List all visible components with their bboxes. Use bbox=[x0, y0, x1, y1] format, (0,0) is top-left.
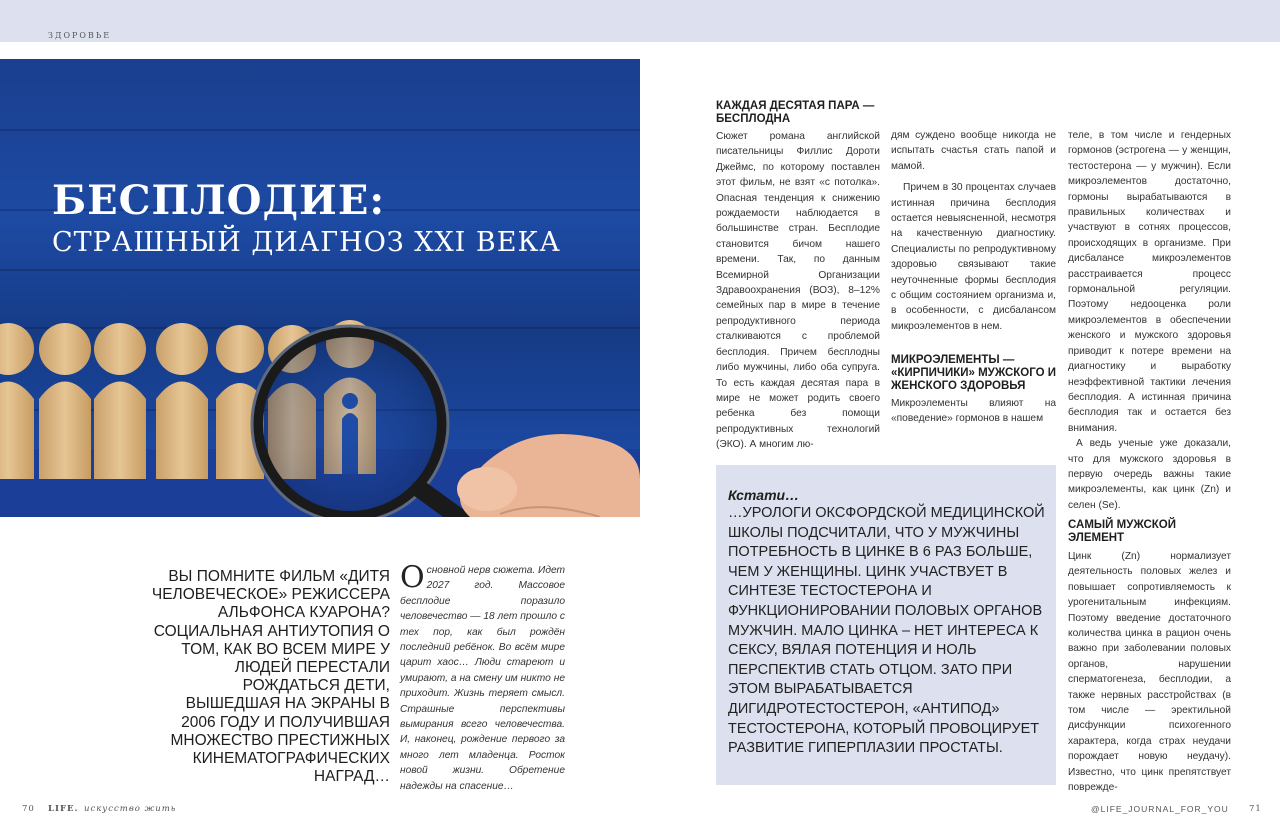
page-number-left: 70 bbox=[22, 804, 35, 814]
top-band bbox=[0, 0, 1280, 42]
section-2-cont-b: А ведь ученые уже доказали, что для мужского здоровья в первую очередь важны такие микроэлементы, как цинк (Zn) и селен (Se). bbox=[1068, 438, 1231, 511]
magazine-logo: LIFE. bbox=[48, 804, 79, 814]
section-1-cont-b: Причем в 30 процентах случаев истинная причина бесплодия остается невыясненной, несмотря на качественную диагностику. Специалисты по репродуктивному здоровью связывают такие неуточненные формы бесплодия с общим состоянием организма и, в особенности, с дисбалансом микроэлементов в нем. bbox=[891, 182, 1056, 332]
article-column-4 bbox=[1068, 128, 1231, 513]
hand-illustration bbox=[457, 434, 640, 517]
hero-illustration bbox=[0, 59, 640, 517]
page-number-right: 71 bbox=[1249, 804, 1262, 814]
section-1-text: Сюжет романа английской писательницы Филлис Дороти Джеймс, по которому поставлен этот фильм, не взят «с потолка». Опасная тенденция к снижению рождаемости наблюдается в большинстве стран. Бесплодие становится бичом нашего времени. Так, по данным Всемирной Организации Здравоохранения (ВОЗ), 8–12% семейных пар в мире в течение репродуктивного периода сталкиваются с проблемой бесплодия. Причем бесплодны либо мужчины, либо оба супруга. То есть каждая десятая пара в мире не может родить своего ребенка без помощи репродуктивных технологий (ЭКО). А многим лю- bbox=[716, 131, 880, 451]
social-handle[interactable]: @LIFE_JOURNAL_FOR_YOU bbox=[1091, 804, 1229, 814]
callout-title: Кстати… bbox=[728, 487, 800, 503]
article-column-3b bbox=[891, 354, 1056, 427]
article-column-2 bbox=[716, 100, 880, 453]
intro-lead: ВЫ ПОМНИТЕ ФИЛЬМ «ДИТЯ ЧЕЛОВЕЧЕСКОЕ» РЕЖИССЕРА АЛЬФОНСА КУАРОНА? СОЦИАЛЬНАЯ АНТИУТОПИЯ О ТОМ, КАК ВО ВСЕМ МИРЕ У ЛЮДЕЙ ПЕРЕСТАЛИ РОЖДАТЬСЯ ДЕТИ, ВЫШЕДШАЯ НА ЭКРАНЫ В 2006 ГОДУ И ПОЛУЧИВШАЯ МНОЖЕСТВО ПРЕСТИЖНЫХ КИНЕМАТОГРАФИЧЕСКИХ НАГРАД… bbox=[151, 568, 390, 786]
hero-title: БЕСПЛОДИЕ: bbox=[52, 177, 386, 224]
section-1-cont-a: дям суждено вообще никогда не испытать счастья стать папой и мамой. bbox=[891, 130, 1056, 172]
section-heading-2: МИКРОЭЛЕМЕНТЫ — «КИРПИЧИКИ» МУЖСКОГО И ЖЕНСКОГО ЗДОРОВЬЯ bbox=[891, 354, 1056, 392]
article-column-4b bbox=[1068, 519, 1231, 796]
column-1-text: сновной нерв сюжета. Идет 2027 год. Массовое бесплодие поразило человечество — 18 лет прошло с тех пор, как был рождён последний ребёнок. Во всём мире царит хаос… Люди стареют и умирают, а на смену им никто не приходит. Жизнь теряет смысл. Страшные перспективы вымирания всего человечества. И, наконец, рождение первого за много лет младенца. Росток новой жизни. Обретение надежды на спасение… bbox=[400, 565, 566, 792]
section-heading-3: САМЫЙ МУЖСКОЙ ЭЛЕМЕНТ bbox=[1068, 519, 1176, 544]
article-column-1 bbox=[400, 560, 566, 794]
hero-photo bbox=[0, 59, 640, 517]
section-3-text: Цинк (Zn) нормализует деятельность половых желез и повышает сопротивляемость к урогенитальным инфекциям. Поэтому введение достаточного количества цинка в рацион очень важно при заболевании половых органов, нарушении сперматогенеза, бесплодии, а также нервных расстройствах (в том числе — эректильной дисфункции психогенного характера, когда страх неудачи порождает новую неудачу). Известно, что цинк препятствует поврежде- bbox=[1068, 551, 1231, 794]
section-label: ЗДОРОВЬЕ bbox=[48, 31, 112, 40]
drop-cap: О bbox=[400, 560, 425, 595]
article-column-3 bbox=[891, 128, 1056, 334]
section-2-text: Микроэлементы влияют на «поведение» гормонов в нашем bbox=[891, 398, 1056, 425]
callout-box bbox=[716, 465, 1056, 785]
section-2-cont-a: теле, в том числе и гендерных гормонов (эстрогена — у женщин, тестостерона — у мужчин). Если микроэлементов достаточно, гормоны вырабатываются в правильных количествах и участвуют в сотнях процессов, происходящих в организме. При дисбалансе микроэлементов расстраивается процесс гормональной регуляции. Поэтому недооценка роли микроэлементов в обеспечении женского и мужского здоровья приводит к потере времени на диагностику и выработку неэффективной тактики лечения бесплодия. А истинная причина бесплодия так и остается без внимания. bbox=[1068, 130, 1231, 434]
section-heading-1: КАЖДАЯ ДЕСЯТАЯ ПАРА — БЕСПЛОДНА bbox=[716, 100, 875, 125]
callout-text: …УРОЛОГИ ОКСФОРДСКОЙ МЕДИЦИНСКОЙ ШКОЛЫ ПОДСЧИТАЛИ, ЧТО У МУЖЧИНЫ ПОТРЕБНОСТЬ В ЦИНКЕ В 6 РАЗ БОЛЬШЕ, ЧЕМ У ЖЕНЩИНЫ. ЦИНК УЧАСТВУЕТ В СИНТЕЗЕ ТЕСТОСТЕРОНА И ФУНКЦИОНИРОВАНИИ ПОЛОВЫХ ОРГАНОВ МУЖЧИН. МАЛО ЦИНКА – НЕТ ИНТЕРЕСА К СЕКСУ, ВЯЛАЯ ПОТЕНЦИЯ И НОЛЬ ПЕРСПЕКТИВ СТАТЬ ОТЦОМ. ЗАТО ПРИ ЭТОМ ВЫРАБАТЫВАЕТСЯ ДИГИДРОТЕСТОСТЕРОН, «АНТИПОД» ТЕСТОСТЕРОНА, КОТОРЫЙ ПРОВОЦИРУЕТ РАЗВИТИЕ ГИПЕРПЛАЗИИ ПРОСТАТЫ. bbox=[728, 505, 1045, 757]
magazine-tagline: искусство жить bbox=[84, 804, 177, 814]
hero-subtitle: СТРАШНЫЙ ДИАГНОЗ XXI ВЕКА bbox=[52, 227, 561, 258]
